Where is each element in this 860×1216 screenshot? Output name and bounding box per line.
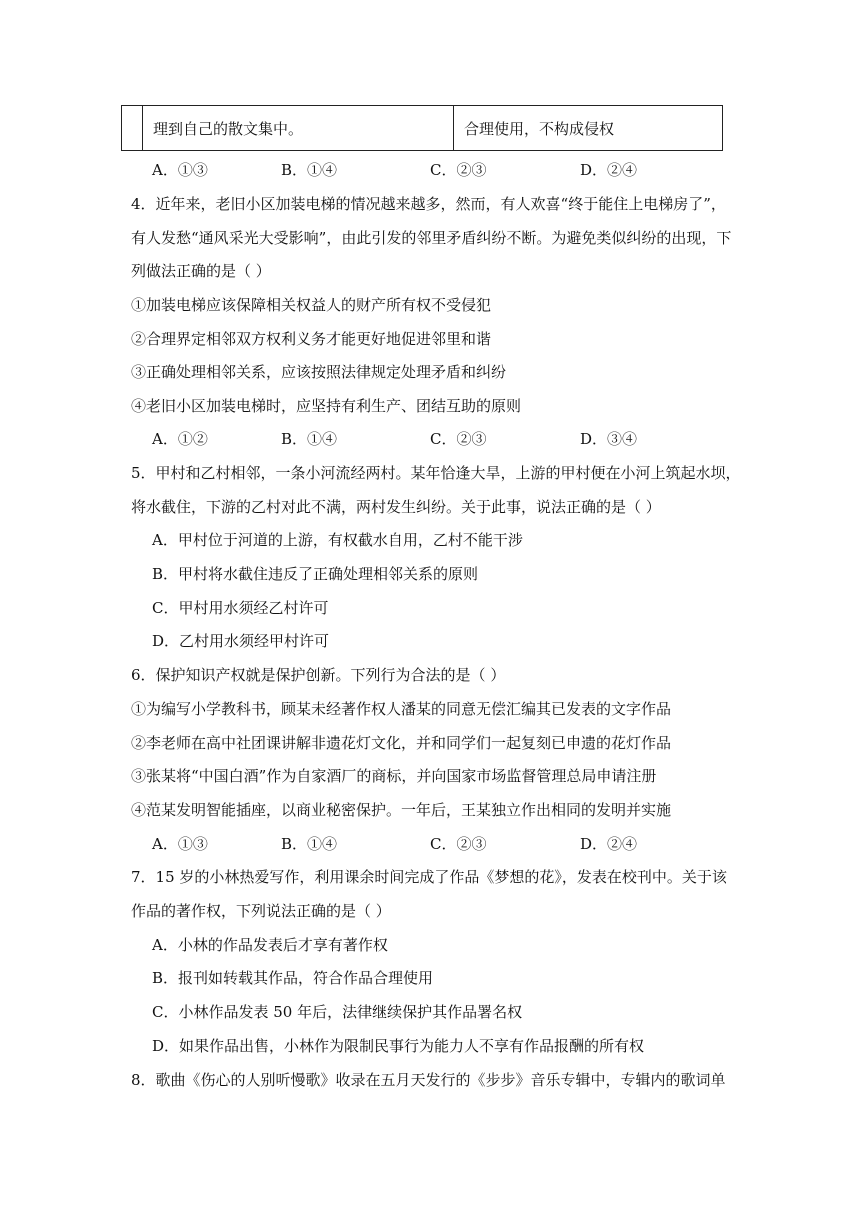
table-row: [122, 106, 723, 151]
q8-stem-line-1: 8．歌曲《伤心的人别听慢歌》收录在五月天发行的《步步》音乐专辑中，专辑内的歌词单: [131, 1071, 726, 1089]
q4-stem-line-2: 有人发愁“通风采光大受影响”，由此引发的邻里矛盾纠纷不断。为避免类似纠纷的出现，下: [131, 229, 732, 247]
q5-stem-line-1: 5．甲村和乙村相邻，一条小河流经两村。某年恰逢大旱，上游的甲村便在小河上筑起水坝，: [131, 464, 741, 482]
q6-item-1: ①为编写小学教科书，顾某未经著作权人潘某的同意无偿汇编其已发表的文字作品: [131, 700, 672, 718]
answer-table: [121, 105, 723, 151]
table-cell-index: [122, 106, 143, 151]
q4-option-c[interactable]: C．②③: [430, 430, 487, 448]
q5-option-a[interactable]: A．甲村位于河道的上游，有权截水自用，乙村不能干涉: [152, 531, 523, 549]
q4-item-3: ③正确处理相邻关系，应该按照法律规定处理矛盾和纠纷: [131, 363, 507, 381]
q4-option-d[interactable]: D．③④: [580, 430, 638, 448]
q6-item-2: ②李老师在高中社团课讲解非遗花灯文化，并和同学们一起复刻已申遗的花灯作品: [131, 734, 672, 752]
q5-option-b[interactable]: B．甲村将水截住违反了正确处理相邻关系的原则: [152, 565, 479, 583]
q4-item-4: ④老旧小区加装电梯时，应坚持有利生产、团结互助的原则: [131, 397, 522, 415]
q4-option-a[interactable]: A．①②: [152, 430, 208, 448]
q4-option-b[interactable]: B．①④: [281, 430, 338, 448]
q7-option-d[interactable]: D．如果作品出售，小林作为限制民事行为能力人不享有作品报酬的所有权: [152, 1037, 645, 1055]
q7-option-c[interactable]: C．小林作品发表 50 年后，法律继续保护其作品署名权: [152, 1003, 523, 1021]
q4-stem-line-3: 列做法正确的是（ ）: [131, 262, 271, 280]
q3-option-d[interactable]: D．②④: [580, 161, 638, 179]
q4-stem-line-1: 4．近年来，老旧小区加装电梯的情况越来越多，然而，有人欢喜“终于能住上电梯房了”，: [131, 195, 726, 213]
q5-stem-line-2: 将水截住，下游的乙村对此不满，两村发生纠纷。关于此事，说法正确的是（ ）: [131, 498, 661, 516]
q7-stem-line-2: 作品的著作权，下列说法正确的是（ ）: [131, 902, 391, 920]
q3-option-a[interactable]: A．①③: [152, 161, 208, 179]
q7-option-b[interactable]: B．报刊如转载其作品，符合作品合理使用: [152, 969, 434, 987]
table-cell-text: 理到自己的散文集中。: [143, 106, 454, 151]
q7-option-a[interactable]: A．小林的作品发表后才享有著作权: [152, 936, 388, 954]
q6-option-c[interactable]: C．②③: [430, 835, 487, 853]
q6-option-a[interactable]: A．①③: [152, 835, 208, 853]
q7-stem-line-1: 7．15 岁的小林热爱写作，利用课余时间完成了作品《梦想的花》，发表在校刊中。关于该: [131, 868, 727, 886]
q6-option-b[interactable]: B．①④: [281, 835, 338, 853]
q4-item-1: ①加装电梯应该保障相关权益人的财产所有权不受侵犯: [131, 296, 492, 314]
q4-item-2: ②合理界定相邻双方权利义务才能更好地促进邻里和谐: [131, 330, 492, 348]
q6-item-4: ④范某发明智能插座，以商业秘密保护。一年后，王某独立作出相同的发明并实施: [131, 801, 672, 819]
q6-item-3: ③张某将“中国白酒”作为自家酒厂的商标，并向国家市场监督管理总局申请注册: [131, 767, 657, 785]
q5-option-d[interactable]: D．乙村用水须经甲村许可: [152, 632, 330, 650]
q6-stem-line-1: 6．保护知识产权就是保护创新。下列行为合法的是（ ）: [131, 666, 506, 684]
q3-option-b[interactable]: B．①④: [281, 161, 338, 179]
q3-option-c[interactable]: C．②③: [430, 161, 487, 179]
table-cell-result: 合理使用，不构成侵权: [454, 106, 723, 151]
q5-option-c[interactable]: C．甲村用水须经乙村许可: [152, 599, 329, 617]
q6-option-d[interactable]: D．②④: [580, 835, 638, 853]
